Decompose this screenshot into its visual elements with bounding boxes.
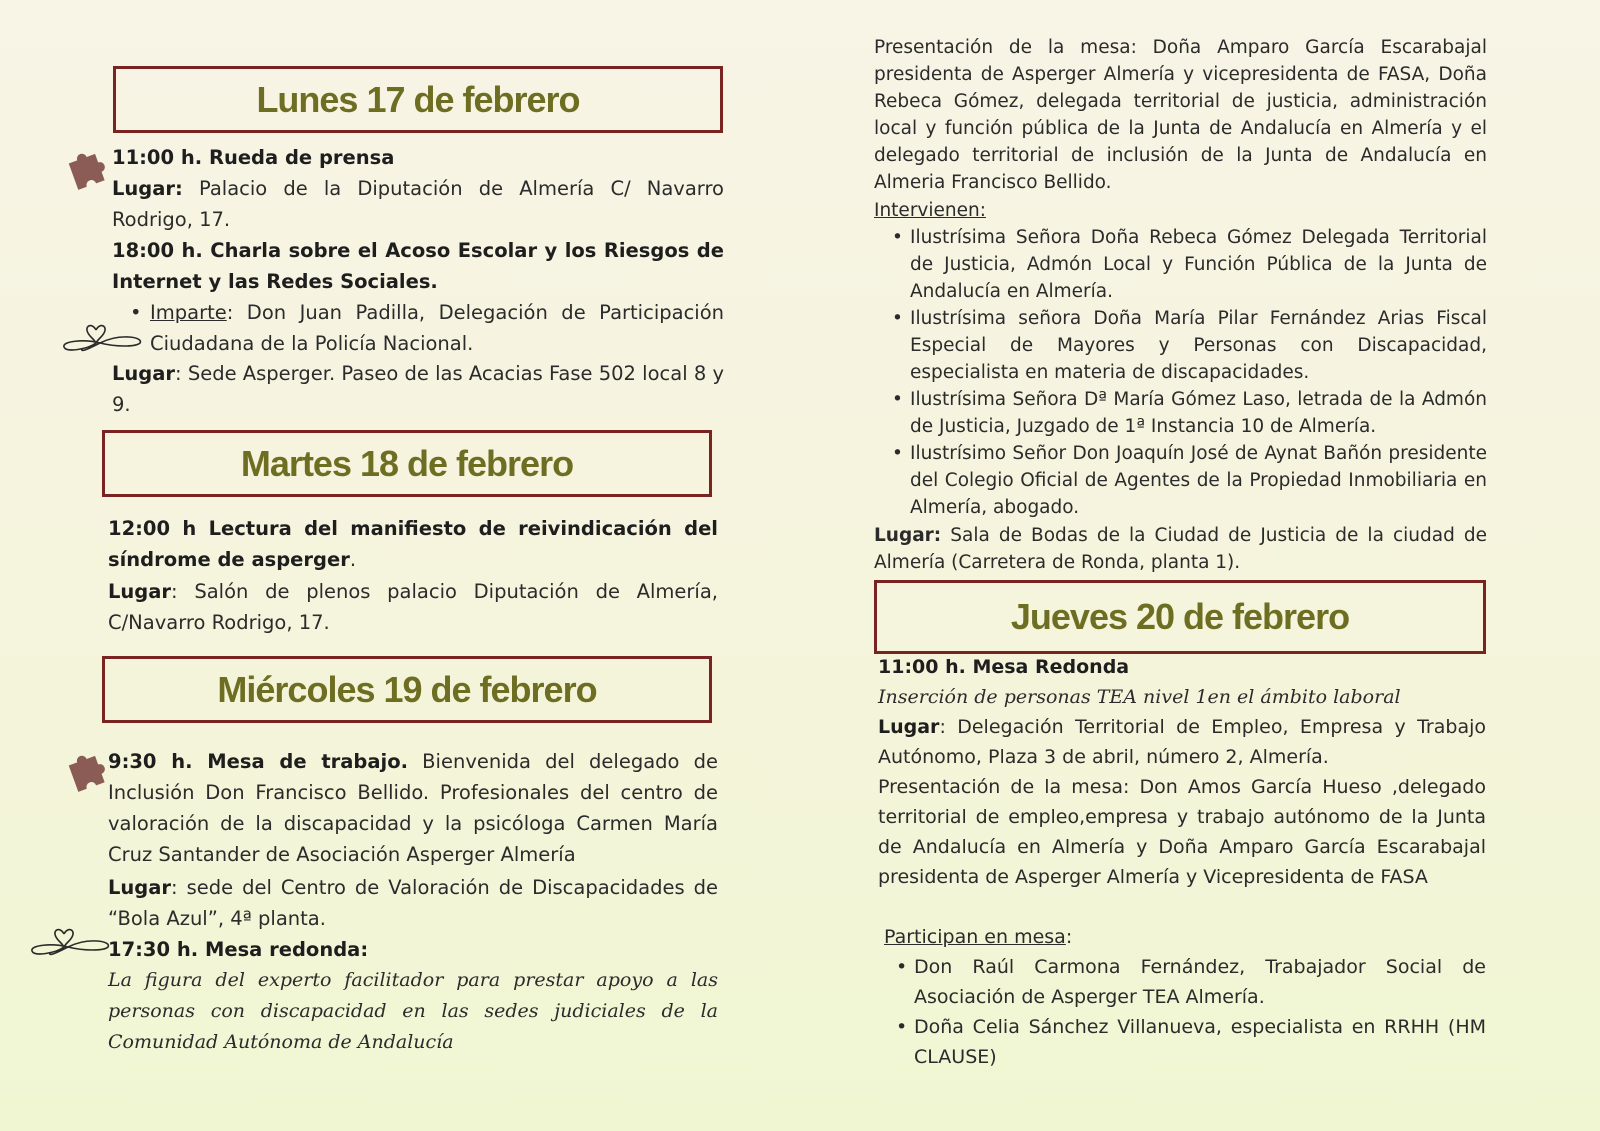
intervienen-item: • Ilustrísima Señora Doña Rebeca Gómez Delegada Territorial de Justicia, Admón Local y Función Pública de la Junta de Andalucía en Almería. — [874, 224, 1487, 305]
puzzle-icon — [62, 748, 110, 796]
miercoles-event-2-title: La figura del experto facilitador para prestar apoyo a las personas con discapacidad en las sedes judiciales de la Comunidad Autónoma de Andalucía — [108, 969, 718, 1053]
lunes-event-1-time: 11:00 h. Rueda de prensa — [112, 146, 395, 169]
jueves-event-1-lugar: Lugar: Delegación Territorial de Empleo, Empresa y Trabajo Autónomo, Plaza 3 de abril, número 2, Almería. — [878, 716, 1486, 768]
lunes-event-1-lugar: Lugar: Palacio de la Diputación de Almería C/ Navarro Rodrigo, 17. — [112, 177, 724, 231]
intervienen-item: • Ilustrísima señora Doña María Pilar Fernández Arias Fiscal Especial de Mayores y Personas con Discapacidad, especialista en materia de discapacidades. — [874, 305, 1487, 386]
participan-item: • Doña Celia Sánchez Villanueva, especialista en RRHH (HM CLAUSE) — [878, 1012, 1486, 1072]
intervienen-item: • Ilustrísimo Señor Don Joaquín José de Aynat Bañón presidente del Colegio Oficial de Agentes de la Propiedad Inmobiliaria en Almería, abogado. — [874, 440, 1487, 521]
miercoles-event-1: 9:30 h. Mesa de trabajo. Bienvenida del delegado de Inclusión Don Francisco Bellido. Profesionales del centro de valoración de la discapacidad y la psicóloga Carmen María Cruz Santander de Asociación Asperger Almería — [108, 750, 718, 866]
miercoles-intervienen-label: Intervienen: — [874, 200, 986, 221]
miercoles-event-2-time: 17:30 h. Mesa redonda: — [108, 938, 369, 961]
miercoles-presentacion: Presentación de la mesa: Doña Amparo García Escarabajal presidenta de Asperger Almería y vicepresidenta de FASA, Doña Rebeca Gómez, delegada territorial de justicia, administración local y función pública de la Junta de Andalucía en Almería y el delegado territorial de inclusión de la Junta de Andalucía en Almeria Francisco Bellido. — [874, 37, 1487, 193]
lunes-event-2-lugar: Lugar: Sede Asperger. Paseo de las Acacias Fase 502 local 8 y 9. — [112, 362, 724, 416]
heading-box-lunes — [113, 66, 723, 133]
heading-miercoles: Miércoles 19 de febrero — [217, 668, 597, 710]
miercoles-lugar-2: Lugar: Sala de Bodas de la Ciudad de Justicia de la ciudad de Almería (Carretera de Ronda, planta 1). — [874, 525, 1487, 573]
heart-line-icon — [60, 316, 142, 358]
participan-list — [878, 952, 1486, 1072]
intervienen-item: • Ilustrísima Señora Dª María Gómez Laso, letrada de la Admón de Justicia, Juzgado de 1ª Instancia 10 de Almería. — [874, 386, 1487, 440]
heading-martes: Martes 18 de febrero — [240, 442, 574, 484]
jueves-presentacion: Presentación de la mesa: Don Amos García Hueso ,delegado territorial de empleo,empresa y trabajo autónomo de la Junta de Andalucía en Almería y Doña Amparo García Escarabajal presidenta de Asperger Almería y Vicepresidenta de FASA — [878, 776, 1486, 888]
intervienen-list — [874, 224, 1487, 521]
lunes-event-2-imparte: • Imparte: Don Juan Padilla, Delegación de Participación Ciudadana de la Policía Nacional. — [130, 301, 724, 355]
heading-lunes: Lunes 17 de febrero — [256, 78, 580, 120]
participan-item: • Don Raúl Carmona Fernández, Trabajador Social de Asociación de Asperger TEA Almería. — [878, 952, 1486, 1012]
jueves-participan-label: Participan en mesa: — [884, 926, 1073, 948]
miercoles-event-1-lugar: Lugar: sede del Centro de Valoración de Discapacidades de “Bola Azul”, 4ª planta. — [108, 876, 718, 930]
heading-box-martes — [102, 430, 712, 497]
puzzle-icon — [62, 146, 110, 194]
jueves-event-1-title: Inserción de personas TEA nivel 1en el ámbito laboral — [878, 686, 1401, 708]
heart-line-icon — [28, 920, 110, 962]
heading-box-jueves — [874, 580, 1486, 654]
jueves-event-1-time: 11:00 h. Mesa Redonda — [878, 656, 1130, 678]
martes-event-1-lugar: Lugar: Salón de plenos palacio Diputación de Almería, C/Navarro Rodrigo, 17. — [108, 580, 718, 634]
heading-jueves: Jueves 20 de febrero — [1010, 596, 1350, 637]
martes-event-1-time: 12:00 h Lectura del manifiesto de reivindicación del síndrome de asperger. — [108, 517, 718, 571]
lunes-event-2-time: 18:00 h. Charla sobre el Acoso Escolar y los Riesgos de Internet y las Redes Sociales. — [112, 239, 724, 293]
heading-box-miercoles — [102, 656, 712, 723]
